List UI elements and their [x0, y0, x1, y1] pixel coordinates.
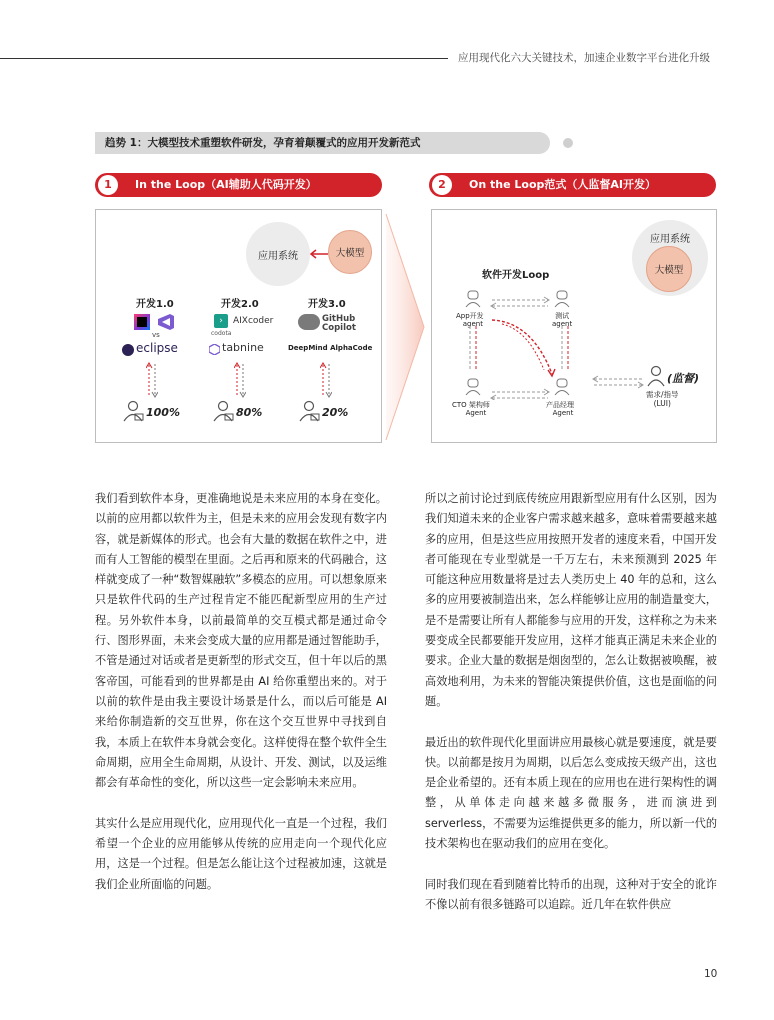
supervise-arrow [590, 375, 646, 389]
running-header: 应用现代化六大关键技术，加速企业数字平台进化升级 [458, 52, 710, 64]
stage-1-label: 开发1.0 [136, 299, 174, 310]
pm-agent-label: 产品经理 Agent [546, 401, 574, 417]
paragraph: 所以之前讨论过到底传统应用跟新型应用有什么区别，因为我们知道未来的企业客户需求越来越多，意味着需要越来越多的应用，但是这些应用按照开发者的速度来看，中国开发者可能现在专业型就是一千万左右，未来预测到 2025 年可能这种应用数量将是过去人类历史上 40 年的总和，这么多的应用要被制造出来，怎么样能够让应用的制造量变大，是不是需要让所有人都能参与应用的开发，这样称之为未来要变成全民都要能开发应用，这样才能真正满足未来企业的要求。企业大量的数据是烟囱型的，怎么让数据被唤醒，被高效地利用，为未来的智能决策提供价值，这也是面临的问题。 [425, 492, 717, 708]
intellij-logo-icon [134, 314, 150, 330]
cto-agent-label: CTO 架构师 Agent [452, 401, 490, 417]
developer-icon [212, 400, 234, 422]
header-rule [0, 58, 448, 59]
alphacode-label: DeepMind AlphaCode [288, 344, 373, 352]
codota-logo-icon: › [214, 314, 228, 328]
test-agent-label: 测试 agent [552, 312, 573, 328]
app-dev-agent-label: App开发 agent [456, 312, 484, 328]
text-column-left [95, 489, 387, 915]
panel-right-title: On the Loop范式（人监督AI开发） [469, 178, 656, 191]
panel-left [95, 209, 382, 443]
large-model-circle: 大模型 [646, 246, 692, 292]
panel-right-number: 2 [432, 175, 452, 195]
developer-icon [122, 400, 144, 422]
eclipse-label: eclipse [136, 341, 178, 355]
loop-arrows [452, 290, 602, 400]
vs-label: vs [152, 331, 160, 339]
page-number: 10 [704, 968, 718, 980]
stage-2-arrows [234, 362, 246, 398]
stage-3-arrows [320, 362, 332, 398]
panel-left-heading [95, 173, 382, 197]
loop-label: 软件开发Loop [482, 270, 550, 281]
tabnine-label: tabnine [222, 341, 264, 354]
stage-2-percent: 80% [236, 406, 263, 419]
panel-left-number: 1 [98, 175, 118, 195]
chevron-right-icon [384, 212, 428, 442]
large-model-circle: 大模型 [328, 230, 372, 274]
paragraph: 其实什么是应用现代化，应用现代化一直是一个过程，我们希望一个企业的应用能够从传统的应用走向一个现代化应用，这是一个过程。但是怎么能让这个过程被加速，这就是我们企业所面临的问题。 [95, 816, 387, 891]
paragraph: 最近出的软件现代化里面讲应用最核心就是要速度，就是要快。以前都是按月为周期，以后怎么变成按天级产出，这也是企业希望的。还有本质上现在的应用也在进行架构性的调整，从单体走向越来越多微服务，进而演进到 serverless，不需要为运维提供更多的能力，所以新一代的技术架构也在驱动我们的应用在变化。 [425, 735, 718, 851]
developer-icon [298, 400, 320, 422]
requirement-label: 需求/指导 (LUI) [646, 390, 679, 408]
paragraph: 我们看到软件本身，更准确地说是未来应用的本身在变化。以前的应用都以软件为主，但是未来的应用会发现有数字内容，就是新媒体的形式。也会有大量的数据在软件之中，进而有人工智能的模型在里面。之后再和原来的代码融合，这样就变成了一种“数智媒融软”多模态的应用。可以想象原来只是软件代码的生产过程肯定不能匹配新型应用的生产过程。另外软件本身，以前最简单的交互模式都是通过命令行、图形界面，未来会变成大量的应用都是通过智能助手，不管是通过对话或者是更新型的形式交互，但十年以后的黑客帝国，可能看到的世界都是由 AI 给你重塑出来的。对于以前的软件是由我主要设计场景是什么，而以后可能是 AI 来给你制造新的交互世界，你在这个交互世界中寻找到自我，本质上在软件本身就会变化。这样使得在整个软件全生命周期，应用全生命周期，从设计、开发、测试，以及运维都会有革命性的变化，所以这些一定会影响未来应用。 [95, 492, 387, 790]
stage-1-percent: 100% [146, 406, 180, 419]
eclipse-logo-icon [122, 344, 134, 356]
stage-1-arrows [146, 362, 158, 398]
trend-banner: 趋势 1：大模型技术重塑软件研发，孕育着颠覆式的应用开发新范式 [95, 132, 550, 154]
app-system-circle: 应用系统 [246, 222, 310, 286]
aixcoder-label: AIXcoder [233, 316, 274, 326]
paragraph: 同时我们现在看到随着比特币的出现，这种对于安全的讹诈不像以前有很多链路可以追踪。近几年在软件供应 [425, 877, 717, 911]
stage-3-label: 开发3.0 [308, 299, 346, 310]
codota-label: codota [211, 330, 232, 337]
supervise-label: (监督) [667, 372, 700, 385]
app-system-circle: 应用系统 [632, 220, 708, 296]
stage-3-percent: 20% [322, 406, 349, 419]
stage-2-label: 开发2.0 [221, 299, 259, 310]
banner-dot [563, 138, 573, 148]
tabnine-logo-icon [209, 344, 220, 355]
text-column-right [425, 489, 717, 936]
github-copilot-label: GitHub Copilot [322, 314, 356, 333]
panel-right [431, 209, 717, 443]
visual-studio-logo-icon [156, 313, 176, 331]
arrow-icon [308, 248, 330, 260]
person-icon [646, 365, 666, 387]
panel-left-title: In the Loop（AI辅助人代码开发） [135, 178, 317, 191]
panel-right-heading [429, 173, 716, 197]
github-copilot-logo-icon [298, 314, 320, 330]
